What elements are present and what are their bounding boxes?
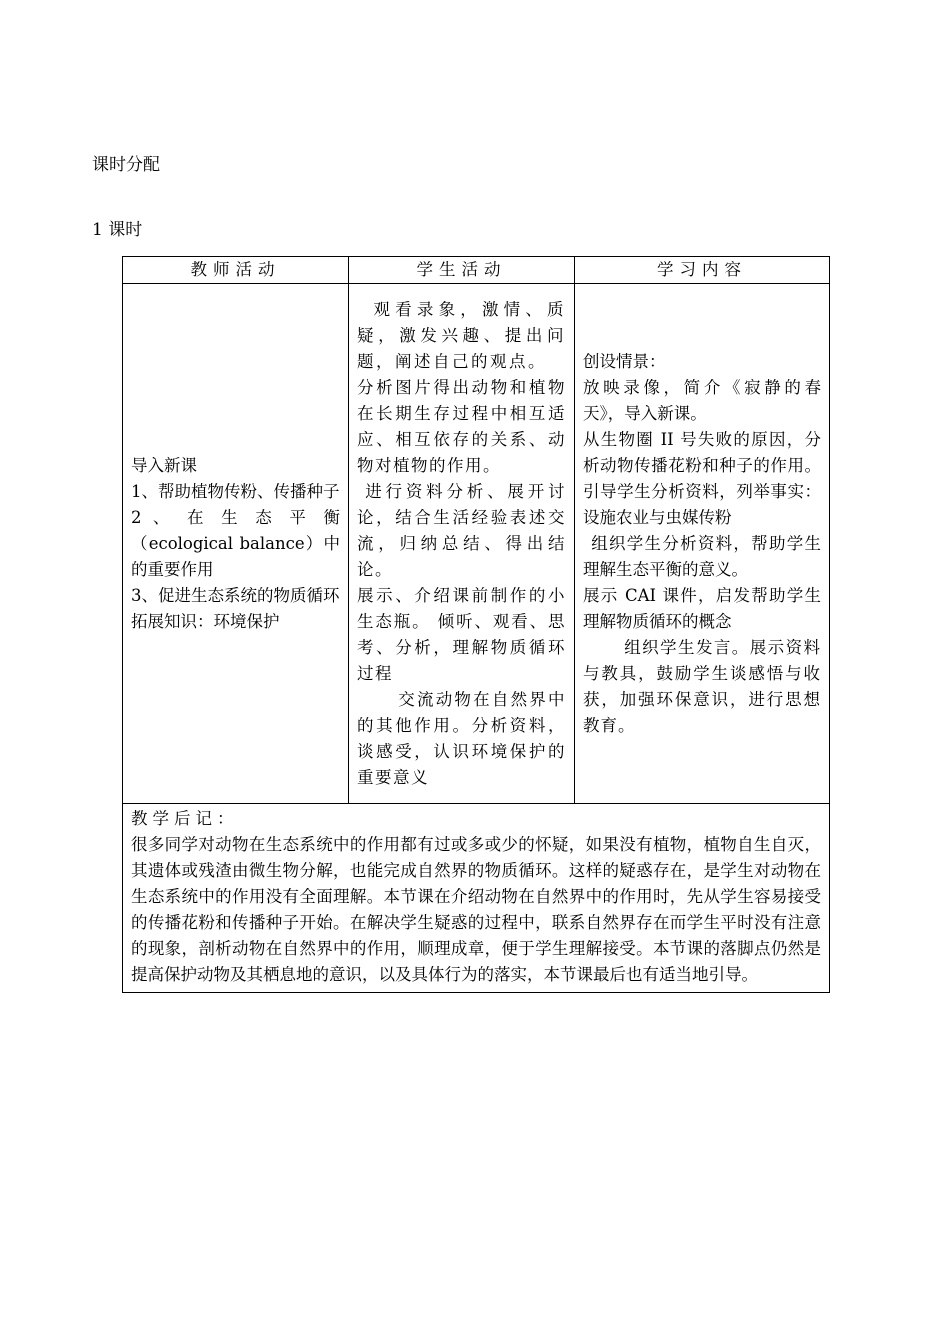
content-item: 创设情景： [583, 351, 666, 371]
lesson-plan-table [122, 256, 830, 993]
content-item: 展示 CAI 课件，启发帮助学生理解物质循环的概念 [583, 585, 821, 631]
content-item: 从生物圈 II 号失败的原因，分析动物传播花粉和种子的作用。引导学生分析资料，列举事实：设施农业与虫媒传粉 [583, 429, 821, 527]
allocation-heading: 课时分配 [92, 155, 160, 175]
student-activity-cell [349, 284, 575, 804]
content-item: 放映录像，简介《寂静的春天》，导入新课。 [583, 377, 821, 423]
teacher-item: 拓展知识：环境保护 [131, 611, 280, 631]
table-body-row [123, 284, 830, 804]
reflection-title: 教学后记： [131, 809, 239, 828]
teacher-item: 导入新课 [131, 455, 197, 475]
column-header-content: 学习内容 [575, 257, 830, 284]
student-item: 进行资料分析、展开讨论，结合生活经验表述交流，归纳总结、得出结论。 [357, 481, 566, 579]
student-item: 交流动物在自然界中的其他作用。分析资料，谈感受，认识环境保护的重要意义 [357, 689, 566, 787]
teacher-item: 3、促进生态系统的物质循环 [131, 585, 340, 605]
table-header-row [123, 257, 830, 284]
student-item: 展示、介绍课前制作的小生态瓶。 倾听、观看、思考、分析，理解物质循环过程 [357, 585, 566, 683]
reflection-cell [123, 804, 830, 993]
content-item: 组织学生分析资料，帮助学生理解生态平衡的意义。 [583, 533, 821, 579]
teacher-item: 2 、 在 生 态 平 衡（ecological balance）中的重要作用 [131, 507, 340, 579]
teacher-item: 1、帮助植物传粉、传播种子 [131, 481, 340, 501]
student-item: 分析图片得出动物和植物在长期生存过程中相互适应、相互依存的关系、动物对植物的作用。 [357, 377, 566, 475]
teacher-activity-cell [123, 284, 349, 804]
learning-content-cell [575, 284, 830, 804]
column-header-teacher: 教师活动 [123, 257, 349, 284]
reflection-text: 很多同学对动物在生态系统中的作用都有过或多或少的怀疑，如果没有植物，植物自生自灭，其遗体或残渣由微生物分解，也能完成自然界的物质循环。这样的疑惑存在，是学生对动物在生态系统中的作用没有全面理解。本节课在介绍动物在自然界中的作用时，先从学生容易接受的传播花粉和传播种子开始。在解决学生疑惑的过程中，联系自然界存在而学生平时没有注意的现象，剖析动物在自然界中的作用，顺理成章，便于学生理解接受。本节课的落脚点仍然是提高保护动物及其栖息地的意识，以及具体行为的落实，本节课最后也有适当地引导。 [131, 835, 821, 984]
content-item: 组织学生发言。展示资料与教具，鼓励学生谈感悟与收获，加强环保意识，进行思想教育。 [583, 637, 821, 735]
student-item: 观看录象，激情、质疑，激发兴趣、提出问题，阐述自己的观点。 [357, 299, 566, 371]
lesson-count: 1 课时 [92, 220, 143, 240]
column-header-student: 学生活动 [349, 257, 575, 284]
reflection-row [123, 804, 830, 993]
